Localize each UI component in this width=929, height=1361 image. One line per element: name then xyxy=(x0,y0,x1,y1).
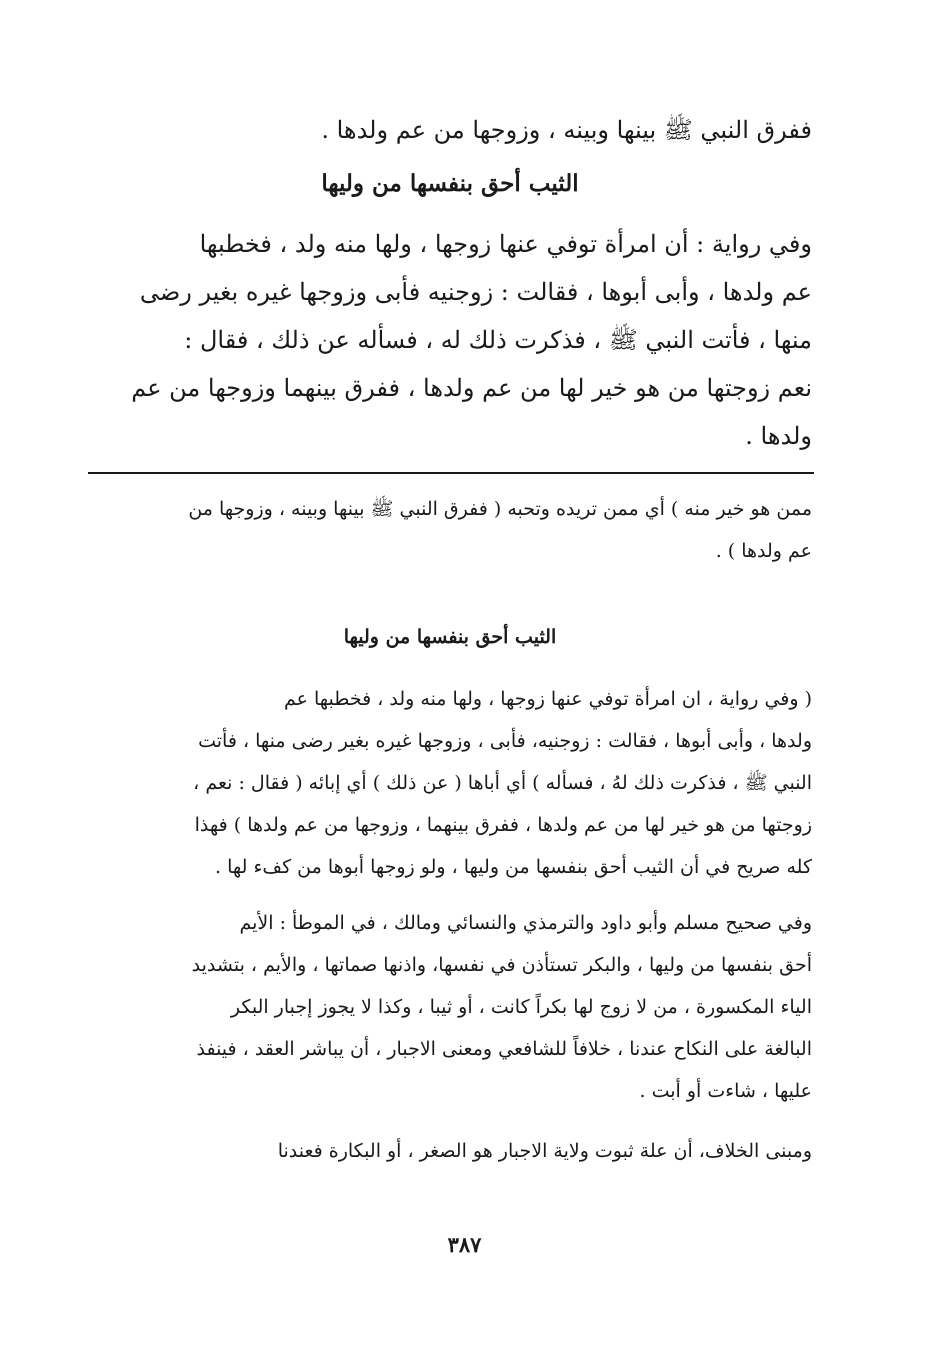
main-paragraph xyxy=(88,220,812,460)
text-line: ففرق النبي ﷺ بينها وبينه ، وزوجها من عم ولدها . xyxy=(321,116,812,144)
text-line: ( وفي رواية ، ان امرأة توفي عنها زوجها ، ولها منه ولد ، فخطبها عم xyxy=(283,688,812,710)
main-text-top-line xyxy=(88,106,812,154)
commentary-paragraph-1 xyxy=(88,678,812,888)
page-number: ٣٨٧ xyxy=(447,1232,482,1257)
commentary-paragraph-3 xyxy=(88,1130,812,1172)
text-line: كله صريح في أن الثيب أحق بنفسها من وليها ، ولو زوجها أبوها من كفء لها . xyxy=(215,856,812,878)
text-line: نعم زوجتها من هو خير لها من عم ولدها ، ففرق بينهما وزوجها من عم xyxy=(131,374,812,402)
text-line: عم ولدها ) . xyxy=(715,540,812,562)
text-line: وفي رواية : أن امرأة توفي عنها زوجها ، ولها منه ولد ، فخطبها xyxy=(199,230,812,258)
text-line: زوجتها من هو خير لها من عم ولدها ، ففرق بينهما ، وزوجها من عم ولدها ) فهذا xyxy=(194,814,812,836)
text-line: النبي ﷺ ، فذكرت ذلك لهُ ، فسأله ) أي أباها ( عن ذلك ) أي إبائه ( فقال : نعم ، xyxy=(193,772,812,794)
commentary-paragraph-2 xyxy=(88,902,812,1112)
main-section-heading: الثيب أحق بنفسها من وليها xyxy=(321,170,579,197)
text-line: عم ولدها ، وأبى أبوها ، فقالت : زوجنيه فأبى وزوجها غيره بغير رضى xyxy=(139,278,812,306)
text-line: عليها ، شاءت أو أبت . xyxy=(639,1080,812,1102)
text-line: أحق بنفسها من وليها ، والبكر تستأذن في نفسها، واذنها صماتها ، والأيم ، بتشديد xyxy=(191,954,812,976)
text-line: الياء المكسورة ، من لا زوج لها بكراً كانت ، أو ثيبا ، وكذا لا يجوز إجبار البكر xyxy=(230,996,812,1018)
text-line: ولدها ، وأبى أبوها ، فقالت : زوجنيه، فأبى ، وزوجها غيره بغير رضى منها ، فأتت xyxy=(198,730,812,752)
text-line: البالغة على النكاح عندنا ، خلافاً للشافعي ومعنى الاجبار ، أن يباشر العقد ، فينفذ xyxy=(196,1038,812,1060)
text-line: وفي صحيح مسلم وأبو داود والترمذي والنسائي ومالك ، في الموطأ : الأيم xyxy=(239,912,812,934)
text-line: ومبنى الخلاف، أن علة ثبوت ولاية الاجبار هو الصغر ، أو البكارة فعندنا xyxy=(277,1140,812,1162)
commentary-top xyxy=(88,488,812,572)
separator-rule xyxy=(88,472,814,474)
text-line: ممن هو خير منه ) أي ممن تريده وتحبه ( ففرق النبي ﷺ بينها وبينه ، وزوجها من xyxy=(188,498,812,520)
text-line: ولدها . xyxy=(745,422,812,450)
commentary-section-heading: الثيب أحق بنفسها من وليها xyxy=(343,626,557,648)
text-line: منها ، فأتت النبي ﷺ ، فذكرت ذلك له ، فسأله عن ذلك ، فقال : xyxy=(184,326,812,354)
